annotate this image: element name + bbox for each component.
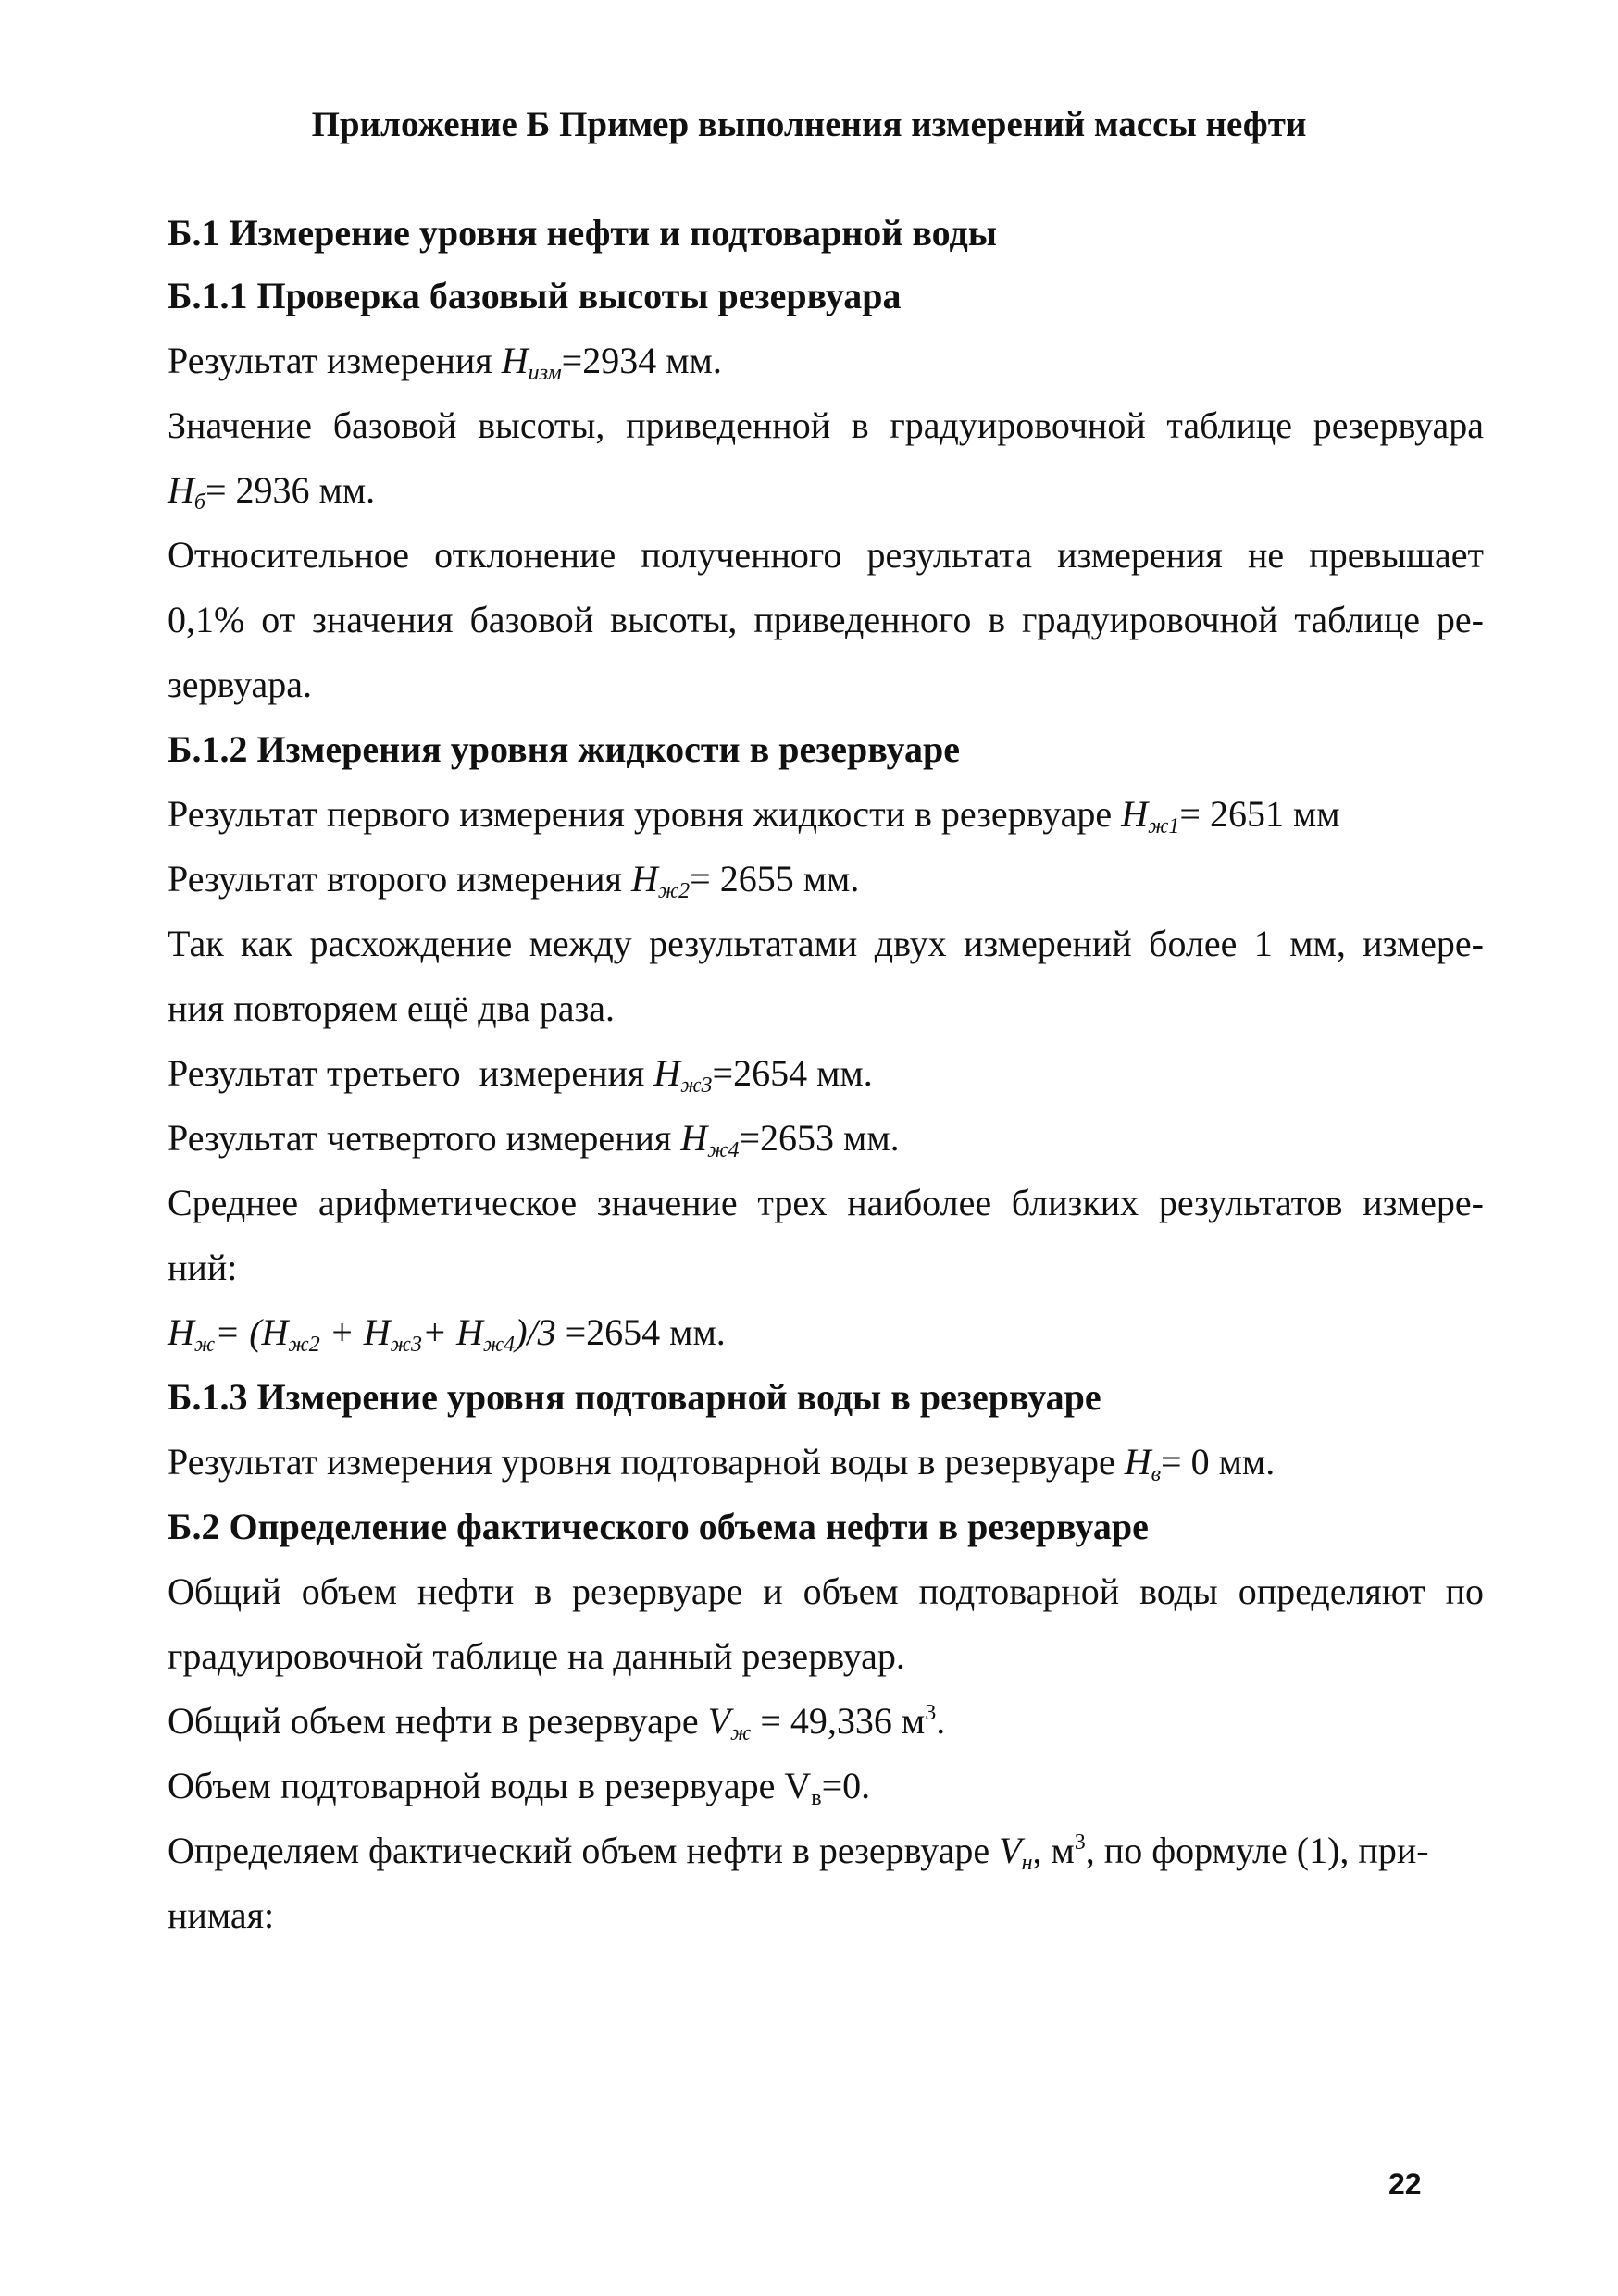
paragraph-line: Так как расхождение между результатами двух измерений более 1 мм, измере- (168, 923, 1484, 964)
page-title: Приложение Б Пример выполнения измерений массы нефти (311, 105, 1307, 144)
paragraph-line: Объем подтоварной воды в резервуаре $V_в=0$. (168, 1765, 871, 1810)
paragraph-line: Определяем фактический объем нефти в резервуаре $V_н$, $м^3$, по формуле (1), при- (168, 1830, 1429, 1875)
paragraph-line: Общий объем нефти в резервуаре и объем подтоварной воды определяют по (168, 1570, 1484, 1612)
formula-average-level: $H_ж= (H_{ж2} + H_{ж3}+ H_{ж4})/3 =2654$ мм. (168, 1311, 726, 1357)
paragraph-line: Значение базовой высоты, приведенной в градуировочной таблице резервуара (168, 404, 1484, 446)
paragraph-line: Результат первого измерения уровня жидкости в резервуаре $H_{ж1}= 2651$ мм (168, 793, 1340, 838)
paragraph-line: 0,1% от значения базовой высоты, приведенного в градуировочной таблице ре- (168, 599, 1484, 640)
paragraph-line: Относительное отклонение полученного результата измерения не превышает (168, 534, 1484, 576)
paragraph-line: Результат второго измерения $H_{ж2}= 2655$ мм. (168, 858, 860, 903)
paragraph-line: Результат измерения уровня подтоварной воды в резервуаре $H_в= 0$ мм. (168, 1441, 1276, 1486)
paragraph-line: ний: (168, 1247, 238, 1288)
paragraph-line: Среднее арифметическое значение трех наиболее близких результатов измере- (168, 1182, 1484, 1223)
paragraph-line: градуировочной таблице на данный резервуар. (168, 1635, 905, 1677)
section-heading-b1-3: Б.1.3 Измерение уровня подтоварной воды в резервуаре (168, 1376, 1101, 1418)
paragraph-line: Общий объем нефти в резервуаре $V_ж = 49,336$ $м^3$. (168, 1700, 946, 1745)
section-heading-b2: Б.2 Определение фактического объема нефти в резервуаре (168, 1506, 1149, 1547)
paragraph-line: Результат измерения $H_{изм}=2934$ мм. (168, 340, 722, 385)
paragraph-line: ния повторяем ещё два раза. (168, 987, 616, 1029)
section-heading-b1: Б.1 Измерение уровня нефти и подтоварной воды (168, 212, 997, 254)
paragraph-line: зервуара. (168, 664, 313, 705)
section-heading-b1-2: Б.1.2 Измерения уровня жидкости в резервуаре (168, 728, 960, 770)
paragraph-line: $H_б= 2936$ мм. (168, 469, 376, 515)
section-heading-b1-1: Б.1.1 Проверка базовый высоты резервуара (168, 275, 902, 316)
page-number: 22 (1388, 2167, 1422, 2201)
paragraph-line: нимая: (168, 1894, 275, 1936)
paragraph-line: Результат четвертого измерения $H_{ж4}=2653$ мм. (168, 1117, 900, 1162)
paragraph-line: Результат третьего измерения $H_{ж3}=2654$ мм. (168, 1052, 873, 1098)
